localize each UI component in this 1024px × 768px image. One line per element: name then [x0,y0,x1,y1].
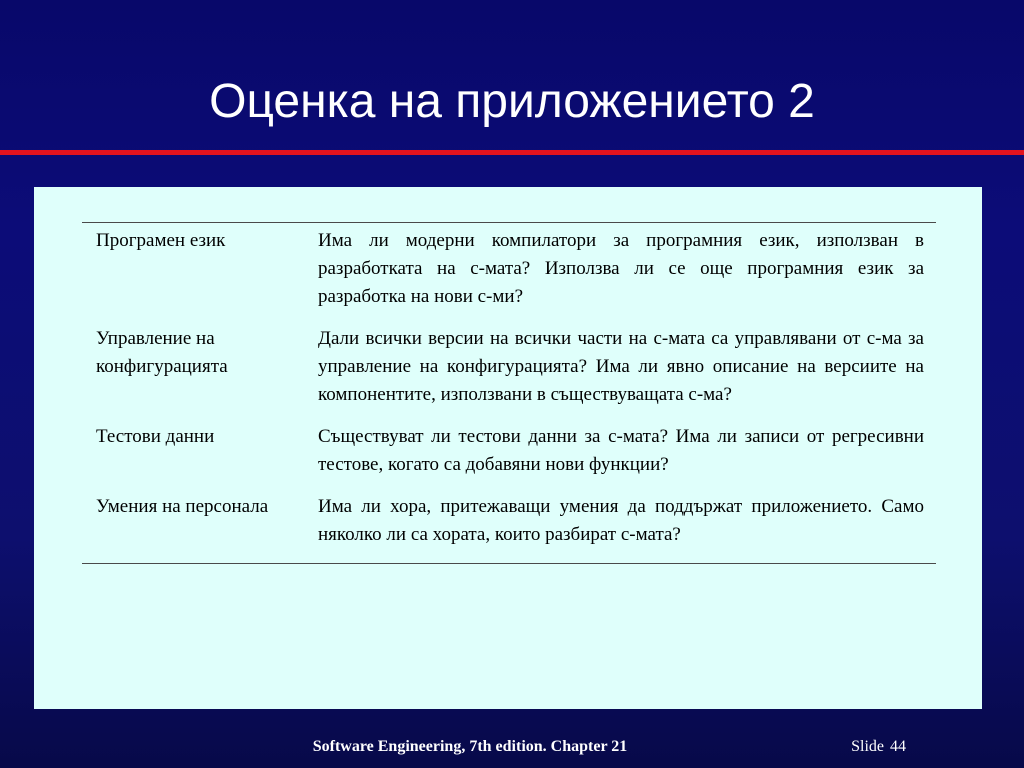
assessment-table [82,222,936,564]
row-label: Умения на персонала [96,496,269,517]
table-row [82,423,936,479]
row-description: Съществуват ли тестови данни за с-мата? Има ли записи от регресивни тестове, когато са добавяни нови функции? [318,426,924,475]
title-divider [0,150,1024,155]
slide-number-block [851,738,906,756]
row-label: Тестови данни [96,426,215,447]
slide-title: Оценка на приложението 2 [209,75,815,128]
row-description: Дали всички версии на всички части на с-мата са управлявани от с-ма за управление на конфигурацията? Има ли явно описание на версиите на компонентите, използвани в съществуващата с-ма? [318,328,924,405]
row-description: Има ли хора, притежаващи умения да поддържат приложението. Само няколко ли са хората, които разбират с-мата? [318,496,924,545]
table-row [82,227,936,311]
table-row [82,325,936,409]
slide-label: Slide [851,738,884,755]
slide-number: 44 [890,738,906,755]
table-row [82,493,936,549]
row-description: Има ли модерни компилатори за програмния език, използван в разработката на с-мата? Използва ли се още програмния език за разработка на нови с-ми? [318,230,924,307]
row-label: Управление на конфигурацията [96,328,228,377]
row-label: Програмен език [96,230,226,251]
footer-book-title: Software Engineering, 7th edition. Chapter 21 [312,738,628,755]
